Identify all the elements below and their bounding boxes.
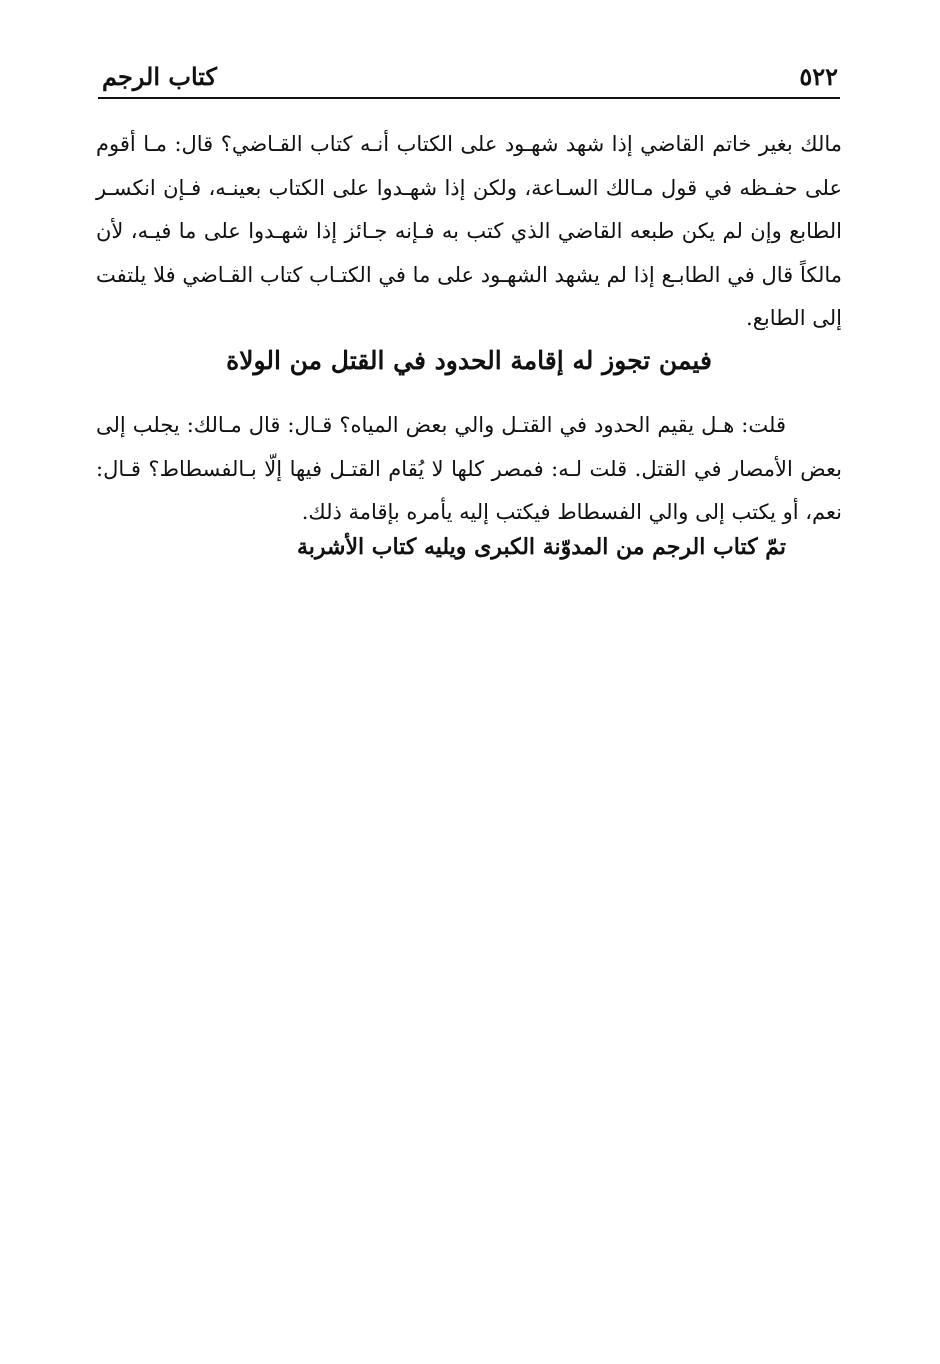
text-line: مالكاً قال في الطابـع إذا لم يشهد الشهـود على ما في الكتـاب كتاب القـاضي فلا يلتفت: [96, 262, 842, 287]
text-line: على حفـظه في قول مـالك السـاعة، ولكن إذا شهـدوا على الكتاب بعينـه، فـإن انكسـر: [96, 175, 842, 200]
text-line: بعض الأمصار في القتل. قلت لـه: فمصر كلها لا يُقام القتـل فيها إلّا بـالفسطاط؟ قـال:: [96, 456, 842, 481]
running-header: [98, 62, 840, 96]
header-divider: [98, 97, 840, 99]
text-line: نعم، أو يكتب إلى والي الفسطاط فيكتب إليه يأمره بإقامة ذلك.: [301, 500, 842, 524]
section-paragraph: [96, 404, 842, 535]
text-line: الطابع وإن لم يكن طبعه القاضي الذي كتب به فـإنه جـائز إذا شهـدوا على ما فيـه، لأن: [96, 219, 842, 243]
text-line: قلت: هـل يقيم الحدود في القتـل والي بعض المياه؟ قـال: قال مـالك: يجلب إلى: [96, 413, 786, 437]
page-number: ٥٢٢: [799, 62, 838, 91]
text-line: مالك بغير خاتم القاضي إذا شهد شهـود على الكتاب أنـه كتاب القـاضي؟ قال: مـا أقوم: [96, 132, 842, 156]
paragraph-continuation: [96, 123, 842, 341]
running-title: كتاب الرجم: [102, 62, 217, 91]
section-heading: فيمن تجوز له إقامة الحدود في القتل من الولاة: [226, 346, 712, 375]
book-end-note: تمّ كتاب الرجم من المدوّنة الكبرى ويليه كتاب الأشربة: [296, 534, 786, 560]
text-line: إلى الطابع.: [746, 306, 842, 330]
